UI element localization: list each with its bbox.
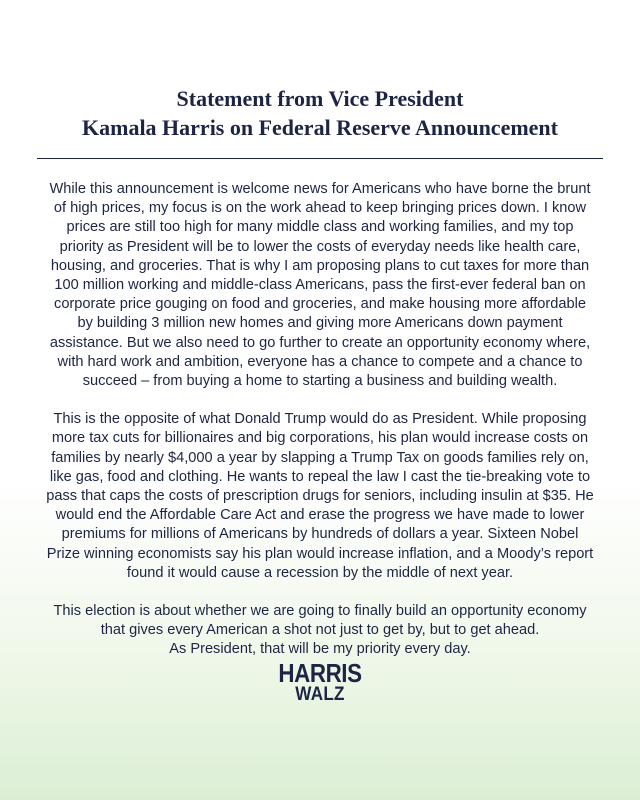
paragraph-line: with hard work and ambition, everyone has a chance to compete and a chance to: [57, 353, 583, 370]
title-line-1: Statement from Vice President: [176, 86, 464, 111]
paragraph-line: Prize winning economists say his plan would increase inflation, and a Moody’s report: [46, 545, 594, 562]
paragraph-line: While this announcement is welcome news for Americans who have borne the brunt: [49, 181, 591, 197]
paragraph-line: 100 million working and middle-class Americans, pass the first-ever federal ban on: [54, 277, 586, 294]
paragraph-line: prices are still too high for many middle class and working families, and my top: [66, 219, 574, 236]
statement-paragraph-1: [28, 180, 612, 391]
title-divider: [37, 158, 603, 159]
statement-paragraph-3: [28, 602, 612, 660]
paragraph-line: found it would cause a recession by the middle of next year.: [126, 564, 514, 581]
paragraph-line: As President, that will be my priority every day.: [169, 641, 471, 658]
paragraph-line: would end the Affordable Care Act and erase the progress we have made to lower: [55, 507, 585, 524]
paragraph-line: of high prices, my focus is on the work ahead to keep bringing prices down. I know: [53, 200, 587, 217]
paragraph-line: like gas, food and clothing. He wants to repeal the law I cast the tie-breaking vote to: [49, 468, 591, 485]
paragraph-line: families by nearly $4,000 a year by slapping a Trump Tax on goods families rely on,: [51, 449, 589, 466]
statement-body: [28, 180, 612, 679]
statement-paragraph-2: [28, 410, 612, 583]
paragraph-line: pass that caps the costs of prescription drugs for seniors, including insulin at $35. He: [46, 488, 594, 505]
paragraph-line: priority as President will be to lower the costs of everyday needs like health care,: [59, 238, 581, 255]
logo-harris: HARRIS: [278, 658, 362, 688]
paragraph-line: corporate price gouging on food and groceries, and make housing more affordable: [54, 296, 586, 313]
paragraph-line: assistance. But we also need to go further to create an opportunity economy where,: [49, 334, 591, 351]
paragraph-line: housing, and groceries. That is why I am proposing plans to cut taxes for more than: [50, 257, 590, 274]
paragraph-line: by building 3 million new homes and giving more Americans down payment: [77, 315, 563, 332]
harris-walz-logo: [270, 660, 370, 704]
title-line-2: Kamala Harris on Federal Reserve Announcement: [82, 115, 558, 140]
paragraph-line: more tax cuts for billionaires and big corporations, his plan would increase costs on: [51, 430, 589, 447]
logo-walz: WALZ: [295, 684, 345, 705]
paragraph-line: This election is about whether we are going to finally build an opportunity economy: [53, 603, 587, 620]
paragraph-line: premiums for millions of Americans by hundreds of dollars a year. Sixteen Nobel: [61, 526, 579, 543]
paragraph-line: succeed – from buying a home to starting a business and building wealth.: [82, 373, 558, 390]
paragraph-line: that gives every American a shot not just to get by, but to get ahead.: [100, 622, 540, 639]
statement-title: [30, 84, 610, 142]
paragraph-line: This is the opposite of what Donald Trump would do as President. While proposing: [53, 411, 587, 428]
